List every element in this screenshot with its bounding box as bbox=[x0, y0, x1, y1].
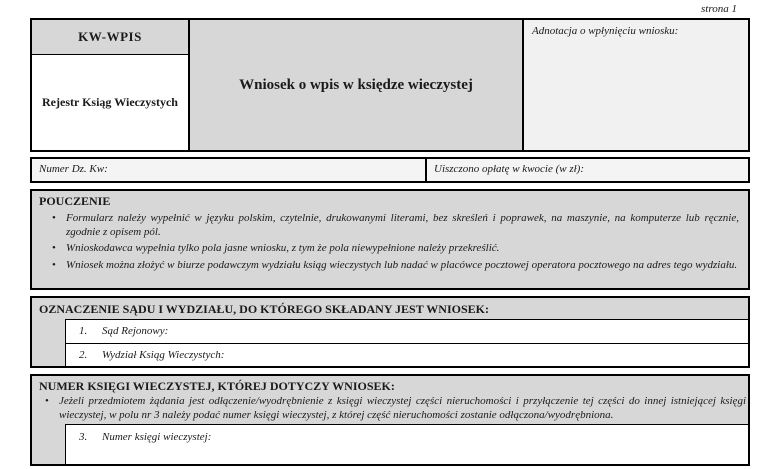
case-number-label: Numer Dz. Kw: bbox=[39, 163, 108, 175]
bullet-icon bbox=[32, 395, 59, 422]
instruction-item bbox=[39, 212, 741, 239]
bullet-icon bbox=[39, 259, 66, 273]
bullet-icon bbox=[39, 242, 66, 256]
land-register-division-label: Wydział Ksiąg Wieczystych: bbox=[102, 348, 225, 361]
form-header-table bbox=[30, 18, 750, 152]
field-number: 2. bbox=[79, 348, 88, 361]
form-code-column bbox=[32, 20, 190, 150]
instruction-item bbox=[39, 242, 741, 256]
court-section-title: OZNACZENIE SĄDU I WYDZIAŁU, DO KTÓREGO SKŁADANY JEST WNIOSEK: bbox=[39, 302, 489, 316]
court-section bbox=[30, 296, 750, 368]
form-code: KW-WPIS bbox=[32, 20, 188, 55]
register-name: Rejestr Ksiąg Wieczystych bbox=[32, 55, 188, 150]
instructions-title: POUCZENIE bbox=[39, 194, 111, 208]
annotation-label: Adnotacja o wpłynięciu wniosku: bbox=[532, 25, 679, 37]
form-title: Wniosek o wpis w księdze wieczystej bbox=[190, 20, 524, 150]
register-number-title: NUMER KSIĘGI WIECZYSTEJ, KTÓREJ DOTYCZY WNIOSEK: bbox=[39, 379, 395, 393]
court-fields-area bbox=[65, 319, 748, 366]
bullet-icon bbox=[39, 212, 66, 239]
reference-row bbox=[30, 157, 750, 183]
instruction-text: Wnioskodawca wypełnia tylko pola jasne wniosku, z tym że pola niewypełnione należy przekreślić. bbox=[66, 242, 500, 254]
land-register-division-field[interactable] bbox=[66, 343, 748, 367]
instruction-text: Wniosek można złożyć w biurze podawczym wydziału ksiąg wieczystych lub nadać w placówce pocztowej operatora pocztowego na adres tego wydziału. bbox=[66, 258, 738, 271]
fee-field[interactable] bbox=[427, 159, 748, 181]
register-number-note-text: Jeżeli przedmiotem żądania jest odłączenie/wyodrębnienie z księgi wieczystej części nieruchomości i przyłączenie tej części do innej istniejącej księgi wieczystej, w polu nr 3 należy podać numer księgi wieczystej, z której część nieruchomości zostanie odłączona/wyodrębniona. bbox=[59, 395, 746, 421]
register-number-note bbox=[32, 395, 748, 422]
case-number-field[interactable] bbox=[32, 159, 427, 181]
district-court-field[interactable] bbox=[66, 320, 748, 343]
register-number-section bbox=[30, 374, 750, 466]
page-number: strona 1 bbox=[701, 3, 737, 15]
instructions-section bbox=[30, 189, 750, 290]
field-number: 3. bbox=[79, 431, 88, 443]
field-number: 1. bbox=[79, 325, 88, 338]
district-court-label: Sąd Rejonowy: bbox=[102, 325, 169, 338]
fee-label: Uiszczono opłatę w kwocie (w zł): bbox=[434, 163, 585, 175]
instruction-text: Formularz należy wypełnić w języku polskim, czytelnie, drukowanymi literami, bez skreśleń i poprawek, na maszynie, na komputerze lub ręcznie, zgodnie z opisem pól. bbox=[66, 212, 739, 238]
instruction-item bbox=[39, 259, 741, 273]
register-number-label: Numer księgi wieczystej: bbox=[102, 431, 212, 443]
annotation-box[interactable] bbox=[524, 20, 748, 150]
register-number-field[interactable] bbox=[65, 424, 748, 464]
